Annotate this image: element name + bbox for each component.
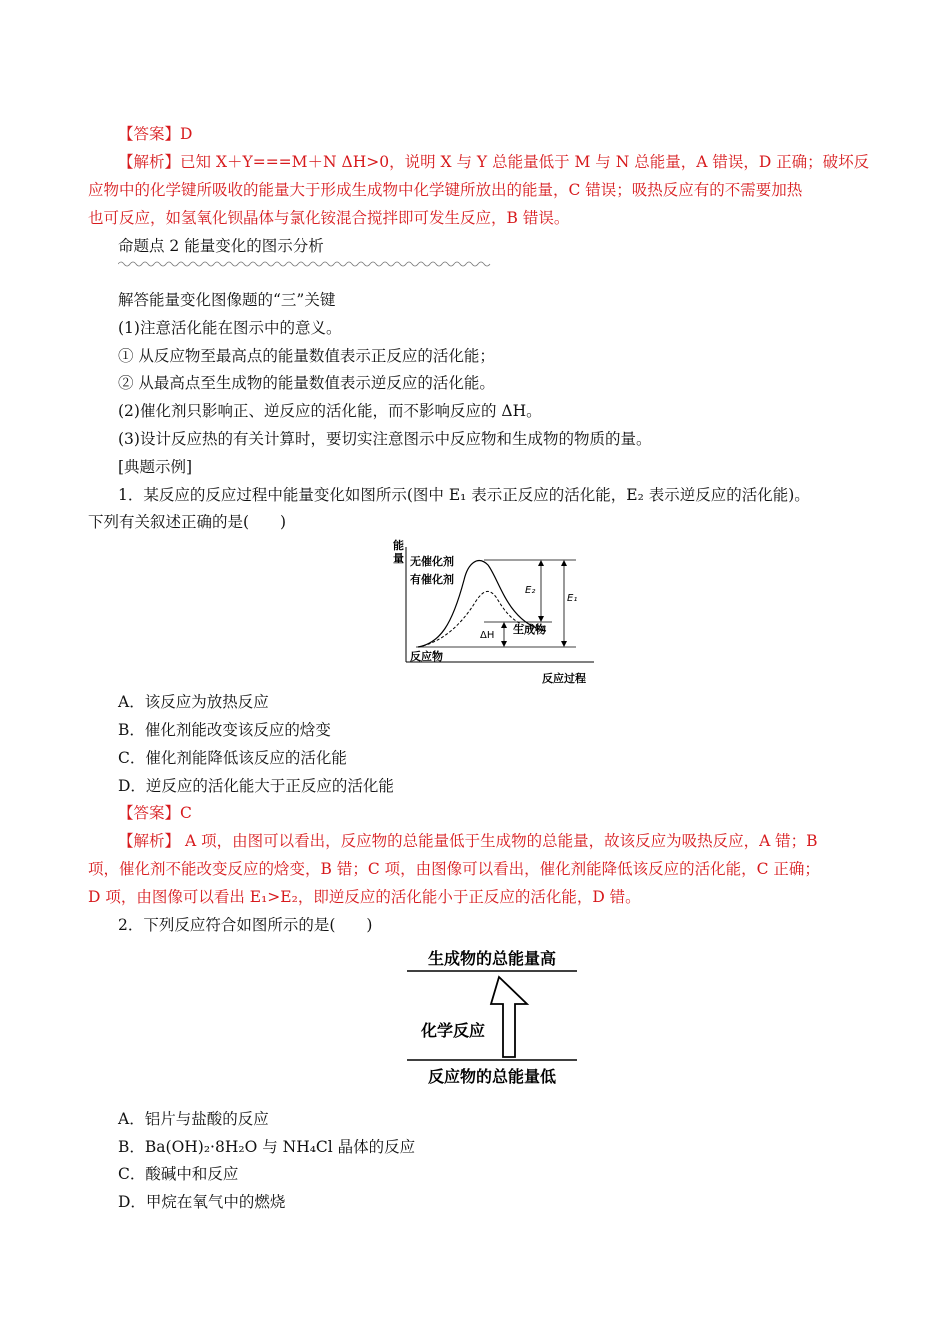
bottom-label: 反应物的总能量低 — [427, 1067, 557, 1086]
section-title: 命题点 2 能量变化的图示分析 — [118, 237, 324, 255]
dh-label: ΔH — [480, 630, 495, 641]
q1-option-b: B．催化剂能改变该反应的焓变 — [118, 721, 331, 739]
q1-option-c: C．催化剂能降低该反应的活化能 — [118, 749, 347, 767]
up-arrow — [491, 977, 527, 1057]
analysis-tag: 【解析】 — [118, 153, 181, 171]
analysis-line-3: 也可反应，如氢氧化钡晶体与氯化铵混合搅拌即可发生反应，B 错误。 — [88, 209, 570, 227]
q2-option-b: B．Ba(OH)₂·8H₂O 与 NH₄Cl 晶体的反应 — [118, 1138, 416, 1156]
wavy-divider — [118, 260, 493, 268]
analysis-line-2: 应物中的化学键所吸收的能量大于形成生成物中化学键所放出的能量，C 错误；吸热反应有的不需要加热 — [88, 181, 803, 199]
q1-analysis-text: A 项，由图可以看出，反应物的总能量低于生成物的总能量，故该反应为吸热反应，A 错；B — [180, 832, 818, 850]
q1-stem-line-1: 1．某反应的反应过程中能量变化如图所示(图中 E₁ 表示正反应的活化能，E₂ 表示逆反应的活化能)。 — [118, 486, 810, 504]
energy-diagram — [380, 535, 600, 687]
reactant-label: 反应物 — [410, 650, 443, 663]
q1-answer-line — [118, 803, 192, 823]
e2-label: E₂ — [525, 585, 536, 596]
point-1a: ① 从反应物至最高点的能量数值表示正反应的活化能； — [118, 347, 495, 365]
q1-analysis-line-2: 项，催化剂不能改变反应的焓变，B 错；C 项，由图像可以看出，催化剂能降低该反应的活化能，C 正确； — [88, 860, 820, 878]
with-catalyst-label: 有催化剂 — [410, 573, 454, 586]
point-1b: ② 从最高点至生成物的能量数值表示逆反应的活化能。 — [118, 374, 495, 392]
q1-analysis-line-3: D 项，由图像可以看出 E₁>E₂，即逆反应的活化能小于正反应的活化能，D 错。 — [88, 888, 641, 906]
answer-tag: 【答案】 — [118, 125, 181, 143]
point-1: (1)注意活化能在图示中的意义。 — [118, 319, 342, 337]
middle-label: 化学反应 — [420, 1021, 486, 1040]
q2-stem: 2．下列反应符合如图所示的是( ) — [118, 916, 373, 934]
q1-option-d: D．逆反应的活化能大于正反应的活化能 — [118, 777, 394, 795]
q1-analysis-tag: 【解析】 — [118, 832, 181, 850]
q2-option-d: D．甲烷在氧气中的燃烧 — [118, 1193, 286, 1211]
answer-value: D — [180, 125, 193, 143]
q1-stem-line-2: 下列有关叙述正确的是( ) — [88, 513, 287, 531]
q1-answer-tag: 【答案】 — [118, 804, 181, 822]
y-axis-label-2: 量 — [393, 552, 404, 565]
product-label: 生成物 — [513, 623, 546, 636]
energy-arrow-diagram — [405, 940, 580, 1090]
x-axis-label: 反应过程 — [542, 672, 586, 685]
point-2: (2)催化剂只影响正、逆反应的活化能，而不影响反应的 ΔH。 — [118, 402, 542, 420]
q2-option-a: A．铝片与盐酸的反应 — [118, 1110, 269, 1128]
no-catalyst-label: 无催化剂 — [410, 555, 454, 568]
answer-line-1 — [118, 124, 192, 144]
key-title: 解答能量变化图像题的“三”关键 — [118, 291, 336, 309]
analysis-text: 已知 X＋Y===M＋N ΔH>0，说明 X 与 Y 总能量低于 M 与 N 总能量，A 错误，D 正确；破坏反 — [180, 153, 870, 171]
example-tag: [典题示例] — [118, 458, 193, 476]
point-3: (3)设计反应热的有关计算时，要切实注意图示中反应物和生成物的物质的量。 — [118, 430, 652, 448]
q2-option-c: C．酸碱中和反应 — [118, 1165, 239, 1183]
top-label: 生成物的总能量高 — [427, 949, 557, 968]
y-axis-label-1: 能 — [393, 539, 404, 552]
analysis-line-1 — [118, 152, 869, 172]
q1-option-a: A．该反应为放热反应 — [118, 693, 269, 711]
e1-label: E₁ — [567, 593, 578, 604]
q1-answer-value: C — [180, 804, 192, 822]
q1-analysis-line-1 — [118, 831, 818, 851]
